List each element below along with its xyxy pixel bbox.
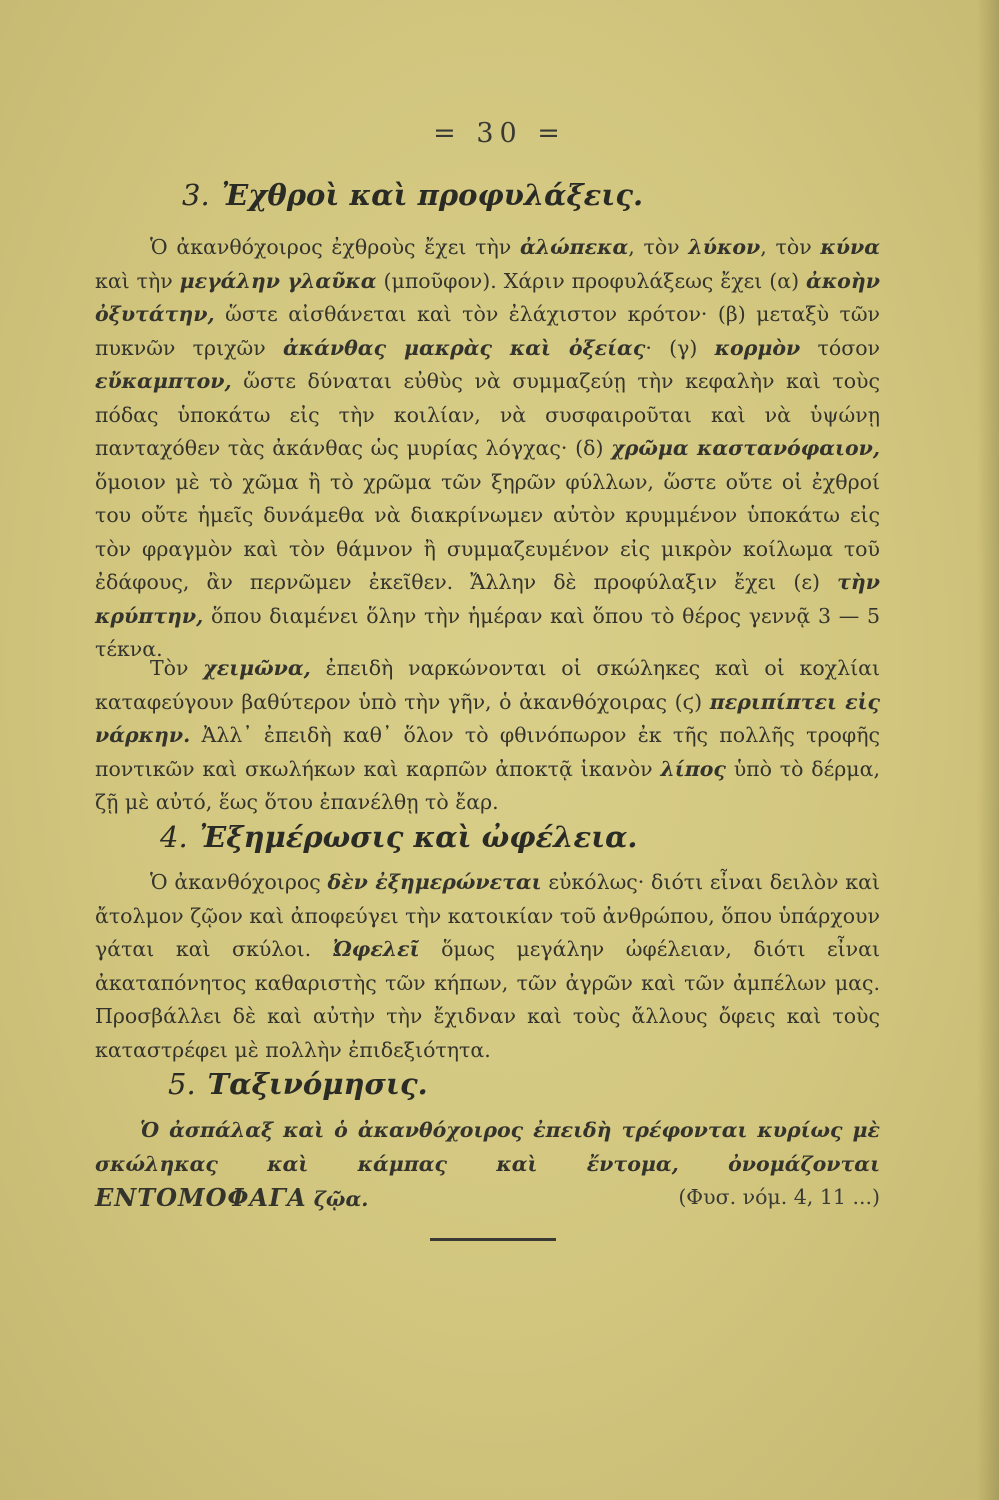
text-run: τόσον (800, 335, 880, 360)
text-run: · (γ) (645, 335, 715, 360)
section-3-number: 3. (182, 178, 210, 212)
page-edge-shadow (977, 0, 999, 1500)
section-5-number: 5. (168, 1067, 196, 1101)
text-run: καὶ τὴν (95, 268, 180, 293)
text-run: ὑπὸ τὸ δέρμα, ζῇ μὲ αὐτό, ἕως ὅτου ἐπανέλθῃ τὸ ἔαρ. (95, 756, 880, 814)
text-run: εὐκόλως· διότι εἶναι δειλὸν καὶ ἄτολμον ζῷον καὶ ἀποφεύγει τὴν κατοικίαν τοῦ ἀνθρώπου, ὅπου ὑπάρχουν γάται καὶ σκύλοι. (95, 870, 880, 961)
text-run: Ὁ ἀσπάλαξ καὶ ὁ ἀκανθόχοιρος ἐπειδὴ τρέφονται κυρίως μὲ σκώληκας καὶ κάμπας καὶ ἔντομα, ὀνομάζονται (95, 1118, 880, 1176)
section-3-paragraph-2 (95, 652, 880, 820)
section-3-heading (182, 178, 643, 212)
emphasis: δὲν ἐξημερώνεται (327, 870, 542, 894)
emphasis: περιπίπτει εἰς νάρκην. (95, 689, 880, 747)
emphasis: λύκον (688, 235, 761, 259)
closing-rule (430, 1238, 556, 1241)
section-5-paragraph (95, 1114, 880, 1217)
section-4-paragraph (95, 866, 880, 1067)
text-run: ὅμοιον μὲ τὸ χῶμα ἢ τὸ χρῶμα τῶν ξηρῶν φύλλων, ὥστε οὔτε οἱ ἐχθροί του οὔτε ἡμεῖς δυνάμεθα νὰ διακρίνωμεν αὐτὸν κρυμμένον ὑποκάτω εἰς τὸν φραγμὸν καὶ τὸν θάμνον ἢ συμμαζευμένον εἰς μικρὸν κοίλωμα τοῦ ἐδάφους, ἂν περνῶμεν ἐκεῖθεν. Ἄλλην δὲ προφύλαξιν ἔχει (ε) (95, 469, 880, 594)
emphasis: χρῶμα καστανόφαιον, (611, 436, 880, 460)
text-run: , τὸν (628, 235, 689, 259)
text-run: Ὁ ἀκανθόχοιρος ἐχθροὺς ἔχει τὴν (150, 235, 520, 259)
emphasis: τὴν κρύπτην, (95, 570, 880, 628)
emphasis-caps: ΕΝΤΟΜΟΦΑΓΑ (95, 1183, 307, 1212)
emphasis: ἀλώπεκα (519, 235, 629, 259)
reference-note: (Φυσ. νόμ. 4, 11 ...) (678, 1185, 880, 1209)
emphasis: ἀκάνθας μακρὰς καὶ ὀξείας (282, 335, 646, 360)
section-4-title: Ἐξημέρωσις καὶ ὠφέλεια. (199, 820, 638, 854)
page-number: = 30 = (433, 118, 566, 149)
section-4-heading (160, 820, 638, 854)
text-run: , τὸν (760, 235, 821, 259)
emphasis: κορμὸν (714, 335, 801, 360)
section-3-title: Ἐχθροὶ καὶ προφυλάξεις. (221, 178, 644, 212)
section-3-paragraph-1 (95, 231, 880, 667)
emphasis: χειμῶνα, (203, 656, 311, 680)
emphasis: Ὠφελεῖ (332, 937, 420, 961)
emphasis: μεγάλην γλαῦκα (179, 268, 377, 293)
text-run: ὅπου διαμένει ὅλην τὴν ἡμέραν καὶ ὅπου τὸ θέρος γεννᾷ 3 — 5 τέκνα. (95, 603, 880, 661)
emphasis: ἀκοὴν ὀξυτάτην, (95, 268, 880, 326)
section-5-heading (168, 1067, 428, 1101)
text-run: ὥστε αἰσθάνεται καὶ τὸν ἐλάχιστον κρότον· (β) μεταξὺ τῶν πυκνῶν τριχῶν (95, 302, 880, 360)
emphasis: λίπος (660, 756, 726, 781)
text-run: ὥστε δύναται εὐθὺς νὰ συμμαζεύῃ τὴν κεφαλὴν καὶ τοὺς πόδας ὑποκάτω εἰς τὴν κοιλίαν, νὰ συσφαιροῦται καὶ νὰ ὑψώνῃ πανταχόθεν τὰς ἀκάνθας ὡς μυρίας λόγχας· (δ) (95, 369, 880, 460)
text-run: ζῷα. (306, 1187, 369, 1211)
text-run: ὅμως μεγάλην ὠφέλειαν, διότι εἶναι ἀκαταπόνητος καθαριστὴς τῶν κήπων, τῶν ἀγρῶν καὶ τῶν ἀμπέλων μας. Προσβάλλει δὲ καὶ αὐτὴν τὴν ἔχιδναν καὶ τοὺς ἄλλους ὄφεις καὶ τοὺς καταστρέφει μὲ πολλὴν ἐπιδεξιότητα. (95, 937, 880, 1062)
text-run: Ὁ ἀκανθόχοιρος (150, 870, 328, 894)
text-run: (μποῦφον). Χάριν προφυλάξεως ἔχει (α) (376, 268, 807, 293)
text-run: Τὸν (150, 656, 204, 680)
section-4-number: 4. (160, 820, 188, 854)
text-run: ἐπειδὴ ναρκώνονται οἱ σκώληκες καὶ οἱ κοχλίαι καταφεύγουν βαθύτερον ὑπὸ τὴν γῆν, ὁ ἀκανθόχοιρας (ϛ) (95, 656, 881, 714)
emphasis: κύνα (820, 235, 880, 259)
section-5-title: Ταξινόμησις. (207, 1067, 428, 1101)
text-run: Ἀλλ᾽ ἐπειδὴ καθ᾽ ὅλον τὸ φθινόπωρον ἐκ τῆς πολλῆς τροφῆς ποντικῶν καὶ σκωλήκων καὶ καρπῶν ἀποκτᾷ ἱκανὸν (95, 723, 880, 781)
emphasis: εὔκαμπτον, (95, 369, 232, 393)
